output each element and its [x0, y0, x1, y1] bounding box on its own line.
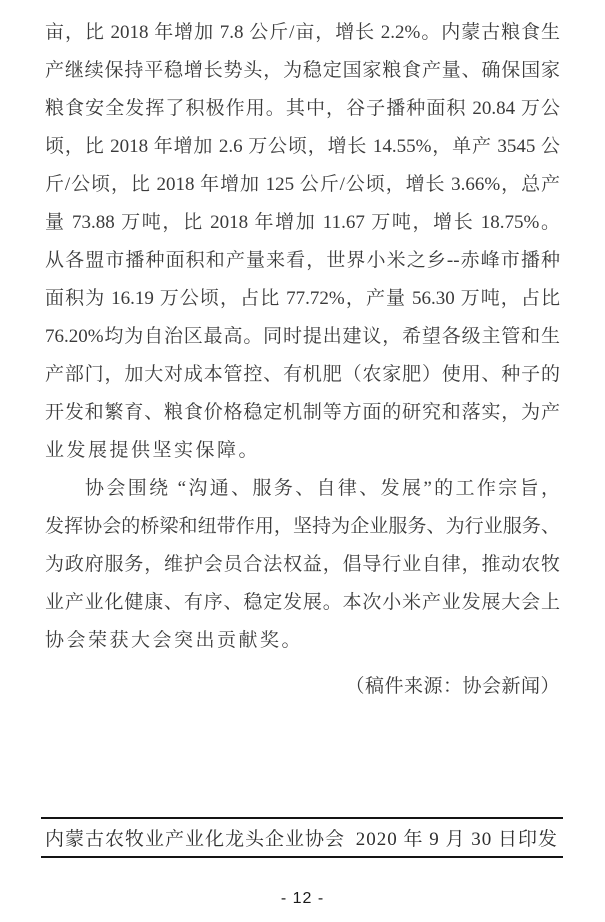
text-line: 从各盟市播种面积和产量来看，世界小米之乡--赤峰市播种 — [45, 250, 560, 271]
body-text — [45, 14, 560, 706]
text-line: 业发展提供坚实保障。 — [45, 440, 261, 461]
text-line: 产部门，加大对成本管控、有机肥（农家肥）使用、种子的 — [45, 364, 560, 385]
text-line: 斤/公顷，比 2018 年增加 125 公斤/公顷，增长 3.66%，总产 — [45, 174, 560, 195]
text-line: 面积为 16.19 万公顷，占比 77.72%，产量 56.30 万吨，占比 — [45, 288, 560, 309]
page-footer — [41, 817, 563, 858]
text-line: 协会围绕 “沟通、服务、自律、发展”的工作宗旨， — [85, 478, 560, 499]
text-line: 亩，比 2018 年增加 7.8 公斤/亩，增长 2.2%。内蒙古粮食生 — [45, 22, 560, 43]
text-line: 为政府服务，维护会员合法权益，倡导行业自律，推动农牧 — [45, 554, 560, 575]
text-line: 顷，比 2018 年增加 2.6 万公顷，增长 14.55%，单产 3545 公 — [45, 136, 560, 157]
text-line: 量 73.88 万吨，比 2018 年增加 11.67 万吨，增长 18.75%。 — [45, 212, 560, 233]
text-line: 产继续保持平稳增长势头，为稳定国家粮食产量、确保国家 — [45, 60, 560, 81]
text-line: 76.20%均为自治区最高。同时提出建议，希望各级主管和生 — [45, 326, 560, 347]
text-line: 发挥协会的桥梁和纽带作用，坚持为企业服务、为行业服务、 — [45, 516, 560, 537]
text-line: 开发和繁育、粮食价格稳定机制等方面的研究和落实，为产 — [45, 402, 560, 423]
text-line: 协会荣获大会突出贡献奖。 — [45, 630, 304, 651]
footer-print-date: 2020 年 9 月 30 日印发 — [355, 829, 558, 850]
footer-issuer: 内蒙古农牧业产业化龙头企业协会 — [45, 829, 346, 850]
text-line: 业产业化健康、有序、稳定发展。本次小米产业发展大会上 — [45, 592, 560, 613]
text-line: 粮食安全发挥了积极作用。其中，谷子播种面积 20.84 万公 — [45, 98, 560, 119]
page-number: - 12 - — [280, 890, 325, 907]
text-line: （稿件来源：协会新闻） — [345, 676, 560, 697]
